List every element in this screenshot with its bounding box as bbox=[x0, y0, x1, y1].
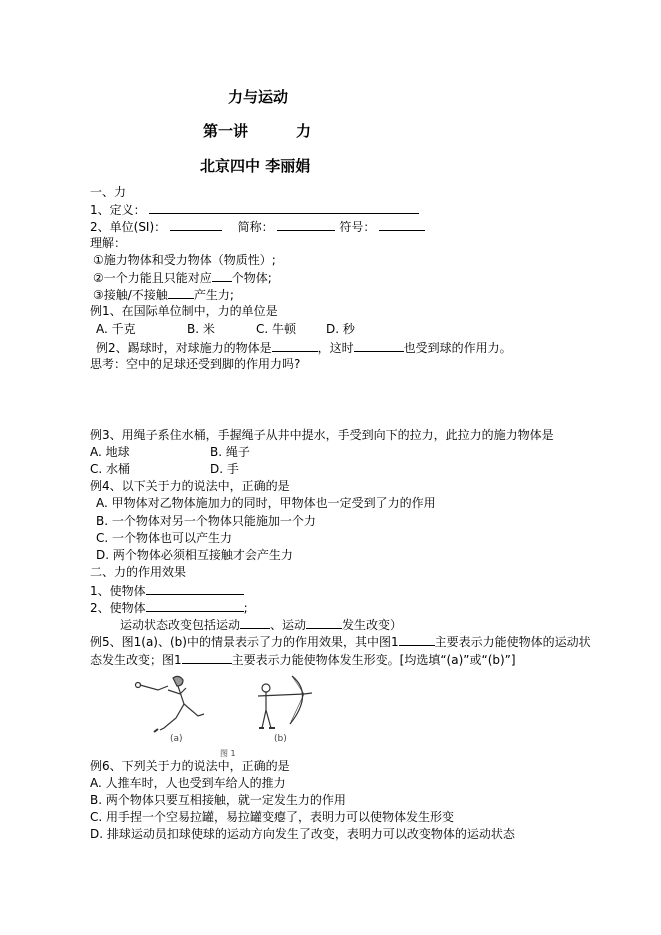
effect-item-2-blank[interactable] bbox=[146, 600, 244, 612]
example5-text-c: 态发生改变；图1 bbox=[90, 653, 182, 667]
example1-question: 例1、在国际单位制中，力的单位是 bbox=[90, 304, 278, 318]
example3-option-c[interactable]: C. 水桶 bbox=[90, 462, 131, 476]
example4-option-c[interactable]: C. 一个物体也可以产生力 bbox=[96, 531, 233, 545]
section1-heading: 一、力 bbox=[90, 185, 127, 199]
example4-option-d[interactable]: D. 两个物体必须相互接触才会产生力 bbox=[96, 548, 293, 562]
unit-blank[interactable] bbox=[170, 219, 222, 231]
example5-text-d: 主要表示力能使物体发生形变。[均选填“(a)”或“(b)”] bbox=[231, 653, 516, 667]
point3-text-a: ③接触/不接触 bbox=[93, 288, 168, 302]
example5-line-2 bbox=[90, 652, 516, 667]
example5-blank-1[interactable] bbox=[399, 634, 435, 646]
example3-option-b[interactable]: B. 绳子 bbox=[210, 445, 250, 459]
example4-option-a[interactable]: A. 甲物体对乙物体施加力的同时，甲物体也一定受到了力的作用 bbox=[96, 496, 436, 510]
example5-text-a: 例5、图1(a)、(b)中的情景表示了力的作用效果，其中图1 bbox=[90, 635, 399, 649]
example2-question bbox=[96, 340, 512, 355]
example1-option-b[interactable]: B. 米 bbox=[187, 322, 215, 336]
figure-caption: 图 1 bbox=[220, 749, 236, 758]
unit-label: 2、单位(SI)： bbox=[90, 220, 167, 234]
lecture-topic: 力 bbox=[296, 122, 312, 140]
figure-b-label: (b) bbox=[274, 734, 287, 744]
understanding-point-1: ①施力物体和受力物体（物质性）; bbox=[93, 253, 276, 267]
motion-text-a: 运动状态改变包括运动 bbox=[120, 618, 241, 632]
example6-option-c[interactable]: C. 用手捏一个空易拉罐，易拉罐变瘪了，表明力可以使物体发生形变 bbox=[90, 810, 455, 824]
example6-option-d[interactable]: D. 排球运动员扣球使球的运动方向发生了改变，表明力可以改变物体的运动状态 bbox=[90, 827, 515, 841]
symbol-label: 符号： bbox=[339, 220, 376, 234]
definition-blank[interactable] bbox=[149, 202, 419, 214]
point2-text-a: ②一个力能且只能对应 bbox=[93, 271, 212, 285]
think-question: 思考：空中的足球还受到脚的作用力吗? bbox=[90, 357, 301, 371]
example1-option-a[interactable]: A. 千克 bbox=[96, 322, 136, 336]
document-title: 力与运动 bbox=[228, 88, 289, 106]
lecture-number: 第一讲 bbox=[203, 122, 249, 140]
example4-question: 例4、以下关于力的说法中，正确的是 bbox=[90, 479, 290, 493]
definition-line bbox=[90, 202, 419, 217]
understanding-label: 理解： bbox=[90, 236, 127, 250]
example2-text-c: 也受到球的作用力。 bbox=[403, 341, 512, 355]
abbr-blank[interactable] bbox=[277, 219, 335, 231]
point2-blank[interactable] bbox=[212, 270, 232, 282]
motion-state-line bbox=[120, 617, 402, 632]
example6-question: 例6、下列关于力的说法中，正确的是 bbox=[90, 759, 290, 773]
example5-line-1 bbox=[90, 634, 591, 649]
example3-question: 例3、用绳子系住水桶，手握绳子从井中提水，手受到向下的拉力，此拉力的施力物体是 bbox=[90, 428, 554, 442]
definition-label: 1、定义： bbox=[90, 203, 146, 217]
example1-option-c[interactable]: C. 牛顿 bbox=[256, 322, 297, 336]
example1-option-d[interactable]: D. 秒 bbox=[326, 322, 355, 336]
example2-blank-1[interactable] bbox=[272, 340, 318, 352]
batter-figure-a bbox=[136, 676, 205, 732]
motion-blank-2[interactable] bbox=[306, 617, 342, 629]
point3-text-b: 产生力; bbox=[193, 288, 234, 302]
example2-text-a: 例2、踢球时，对球施力的物体是 bbox=[96, 341, 272, 355]
example2-text-b: ，这时 bbox=[317, 341, 354, 355]
effect-item-2-label: 2、使物体 bbox=[90, 601, 146, 615]
symbol-blank[interactable] bbox=[379, 219, 425, 231]
point2-text-b: 个物体; bbox=[231, 271, 272, 285]
author-line: 北京四中 李丽娟 bbox=[200, 157, 311, 175]
point3-blank[interactable] bbox=[168, 287, 194, 299]
understanding-point-3 bbox=[93, 287, 234, 302]
archer-figure-b bbox=[258, 676, 312, 728]
understanding-point-2 bbox=[93, 270, 272, 285]
unit-line bbox=[90, 219, 425, 234]
effect-item-1 bbox=[90, 583, 244, 598]
example4-option-b[interactable]: B. 一个物体对另一个物体只能施加一个力 bbox=[96, 514, 316, 528]
example2-blank-2[interactable] bbox=[354, 340, 404, 352]
effect-item-1-label: 1、使物体 bbox=[90, 584, 146, 598]
example3-option-a[interactable]: A. 地球 bbox=[90, 445, 130, 459]
figure-1 bbox=[128, 672, 328, 762]
example5-blank-2[interactable] bbox=[182, 652, 232, 664]
example3-option-d[interactable]: D. 手 bbox=[210, 462, 239, 476]
example6-option-b[interactable]: B. 两个物体只要互相接触，就一定发生力的作用 bbox=[90, 793, 346, 807]
effect-item-1-blank[interactable] bbox=[146, 583, 244, 595]
motion-text-b: 、运动 bbox=[270, 618, 307, 632]
motion-text-c: 发生改变） bbox=[342, 618, 403, 632]
section2-heading: 二、力的作用效果 bbox=[90, 565, 187, 579]
motion-blank-1[interactable] bbox=[240, 617, 270, 629]
figure-a-label: (a) bbox=[170, 734, 183, 744]
effect-item-2 bbox=[90, 600, 248, 615]
abbr-label: 简称： bbox=[237, 220, 274, 234]
example6-option-a[interactable]: A. 人推车时，人也受到车给人的推力 bbox=[90, 776, 286, 790]
example5-text-b: 主要表示力能使物体的运动状 bbox=[434, 635, 591, 649]
effect-item-2-end: ; bbox=[243, 601, 248, 615]
